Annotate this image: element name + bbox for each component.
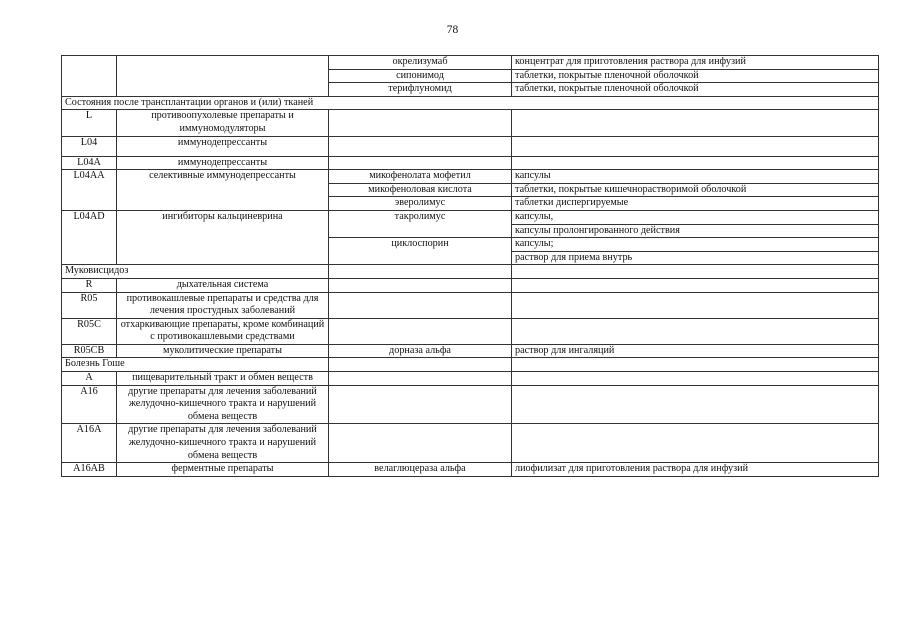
form-cell [512, 292, 879, 318]
form-cell [512, 424, 879, 463]
code-cell: R05CB [62, 344, 117, 358]
table-row [62, 170, 879, 184]
group-cell: противокашлевые препараты и средства для лечения простудных заболеваний [117, 292, 329, 318]
group-cell: отхаркивающие препараты, кроме комбинаций с противокашлевыми средствами [117, 318, 329, 344]
code-cell: R05C [62, 318, 117, 344]
drug-cell [329, 318, 512, 344]
group-cell [117, 56, 329, 97]
table-row [62, 424, 879, 463]
form-cell [512, 318, 879, 344]
group-cell: селективные иммунодепрессанты [117, 170, 329, 211]
section-title: Муковисцидоз [62, 265, 329, 279]
drug-cell [329, 156, 512, 170]
drug-cell: микофенолата мофетил [329, 170, 512, 184]
group-cell: ферментные препараты [117, 463, 329, 477]
form-cell: лиофилизат для приготовления раствора для инфузий [512, 463, 879, 477]
drug-cell: велаглюцераза альфа [329, 463, 512, 477]
drug-cell: терифлуномид [329, 83, 512, 97]
table-row [62, 156, 879, 170]
form-cell: таблетки, покрытые пленочной оболочкой [512, 69, 879, 83]
table-row [62, 318, 879, 344]
drug-cell: сипонимод [329, 69, 512, 83]
group-cell: ингибиторы кальциневрина [117, 210, 329, 264]
table-row [62, 56, 879, 70]
table-row [62, 110, 879, 136]
drug-table [61, 55, 879, 477]
code-cell: A16AB [62, 463, 117, 477]
code-cell: L [62, 110, 117, 136]
form-cell [512, 110, 879, 136]
code-cell: A16 [62, 385, 117, 424]
table-row [62, 372, 879, 386]
section-row [62, 358, 879, 372]
section-title: Состояния после трансплантации органов и (или) тканей [62, 96, 879, 110]
form-cell [512, 278, 879, 292]
section-title: Болезнь Гоше [62, 358, 329, 372]
form-cell: таблетки, покрытые кишечнорастворимой оболочкой [512, 183, 879, 197]
form-cell [512, 265, 879, 279]
form-cell: концентрат для приготовления раствора для инфузий [512, 56, 879, 70]
group-cell: муколитические препараты [117, 344, 329, 358]
drug-cell: окрелизумаб [329, 56, 512, 70]
group-cell: иммунодепрессанты [117, 136, 329, 156]
table-row [62, 385, 879, 424]
drug-cell [329, 278, 512, 292]
table-row [62, 136, 879, 156]
code-cell: R [62, 278, 117, 292]
code-cell [62, 56, 117, 97]
code-cell: L04AA [62, 170, 117, 211]
form-cell [512, 358, 879, 372]
page-number: 78 [446, 24, 459, 36]
code-cell: R05 [62, 292, 117, 318]
drug-cell [329, 424, 512, 463]
drug-cell: микофеноловая кислота [329, 183, 512, 197]
form-cell: таблетки, покрытые пленочной оболочкой [512, 83, 879, 97]
drug-cell [329, 372, 512, 386]
drug-cell: такролимус [329, 210, 512, 237]
table-row [62, 463, 879, 477]
table-row [62, 278, 879, 292]
form-cell: капсулы; [512, 238, 879, 252]
code-cell: A [62, 372, 117, 386]
form-cell: раствор для ингаляций [512, 344, 879, 358]
section-row [62, 96, 879, 110]
drug-cell [329, 292, 512, 318]
group-cell: иммунодепрессанты [117, 156, 329, 170]
drug-cell: циклоспорин [329, 238, 512, 265]
group-cell: пищеварительный тракт и обмен веществ [117, 372, 329, 386]
drug-cell [329, 265, 512, 279]
table-row [62, 292, 879, 318]
form-cell: капсулы пролонгированного действия [512, 224, 879, 238]
drug-cell: дорназа альфа [329, 344, 512, 358]
form-cell [512, 372, 879, 386]
form-cell [512, 156, 879, 170]
table-row [62, 210, 879, 224]
group-cell: противоопухолевые препараты и иммуномодуляторы [117, 110, 329, 136]
form-cell [512, 136, 879, 156]
code-cell: L04A [62, 156, 117, 170]
table-row [62, 344, 879, 358]
group-cell: дыхательная система [117, 278, 329, 292]
code-cell: L04 [62, 136, 117, 156]
code-cell: L04AD [62, 210, 117, 264]
drug-cell [329, 136, 512, 156]
form-cell [512, 385, 879, 424]
form-cell: раствор для приема внутрь [512, 251, 879, 265]
drug-cell [329, 110, 512, 136]
group-cell: другие препараты для лечения заболеваний желудочно-кишечного тракта и нарушений обмена веществ [117, 385, 329, 424]
form-cell: капсулы, [512, 210, 879, 224]
form-cell: таблетки диспергируемые [512, 197, 879, 211]
group-cell: другие препараты для лечения заболеваний желудочно-кишечного тракта и нарушений обмена веществ [117, 424, 329, 463]
form-cell: капсулы [512, 170, 879, 184]
section-row [62, 265, 879, 279]
code-cell: A16A [62, 424, 117, 463]
drug-cell: эверолимус [329, 197, 512, 211]
drug-cell [329, 358, 512, 372]
drug-cell [329, 385, 512, 424]
